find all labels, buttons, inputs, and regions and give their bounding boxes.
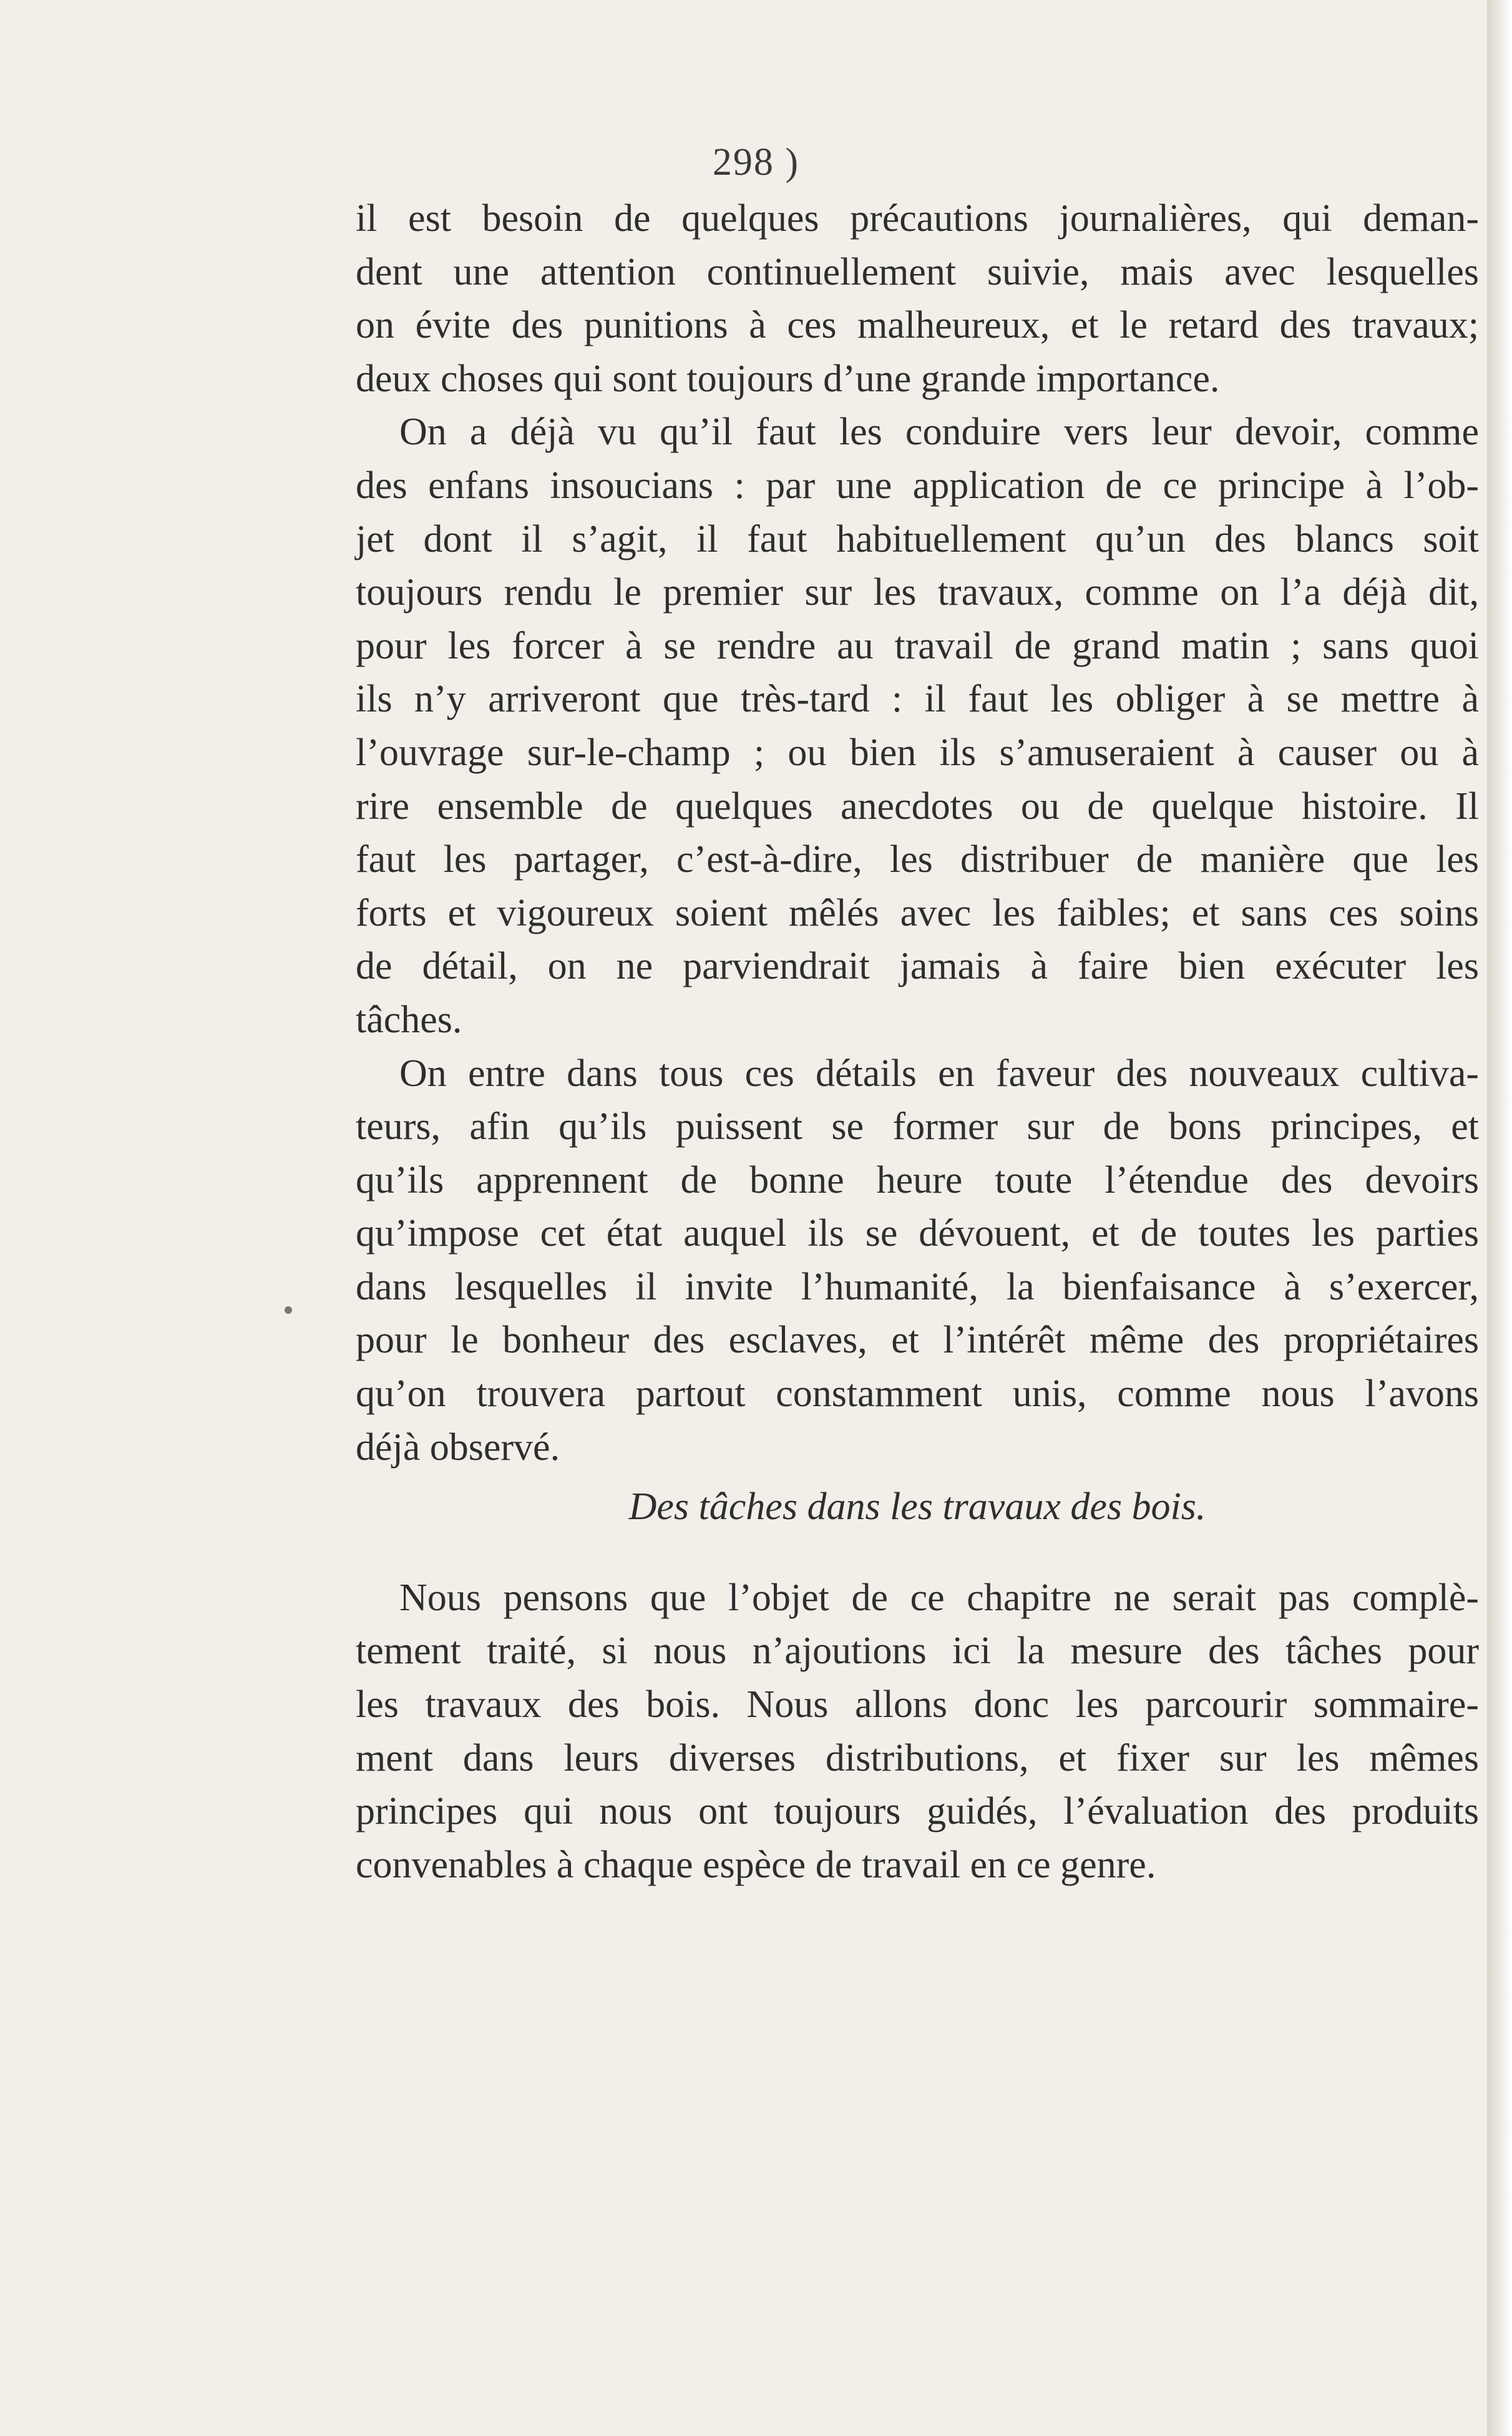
paragraph-1 [356, 192, 1479, 406]
text-line: teurs, afin qu’ils puissent se former sur de bons principes, et [356, 1105, 1479, 1148]
text-line: On entre dans tous ces détails en faveur des nouveaux cultiva- [399, 1052, 1479, 1095]
text-line: pour le bonheur des esclaves, et l’intérêt même des propriétaires [356, 1319, 1479, 1362]
text-line: qu’impose cet état auquel ils se dévouent, et de toutes les parties [356, 1212, 1479, 1255]
body-text [356, 192, 1479, 1892]
text-line: déjà observé. [356, 1426, 560, 1469]
text-line: tement traité, si nous n’ajoutions ici la mesure des tâches pour [356, 1630, 1479, 1673]
text-line: on évite des punitions à ces malheureux, et le retard des travaux; [356, 304, 1479, 347]
text-line: On a déjà vu qu’il faut les conduire vers leur devoir, comme [399, 411, 1479, 454]
text-line: jet dont il s’agit, il faut habituellement qu’un des blancs soit [356, 517, 1479, 560]
ink-spot [285, 1306, 292, 1314]
spacer [356, 1534, 1479, 1572]
text-line: faut les partager, c’est-à-dire, les distribuer de manière que les [356, 838, 1479, 881]
text-line: convenables à chaque espèce de travail en ce genre. [356, 1843, 1156, 1886]
text-line: l’ouvrage sur-le-champ ; ou bien ils s’amuseraient à causer ou à [356, 731, 1479, 774]
page-number: 298 ) [712, 141, 800, 183]
text-line: les travaux des bois. Nous allons donc les parcourir sommaire- [356, 1683, 1479, 1726]
page-edge-shadow [1487, 0, 1512, 2436]
text-line: de détail, on ne parviendrait jamais à faire bien exécuter les [356, 945, 1479, 988]
text-line: forts et vigoureux soient mêlés avec les faibles; et sans ces soins [356, 891, 1479, 934]
text-line: dans lesquelles il invite l’humanité, la bienfaisance à s’exercer, [356, 1265, 1479, 1308]
text-line: pour les forcer à se rendre au travail de grand matin ; sans quoi [356, 624, 1479, 667]
paragraph-3 [356, 1047, 1479, 1475]
text-line: qu’on trouvera partout constamment unis, comme nous l’avons [356, 1372, 1479, 1416]
text-line: qu’ils apprennent de bonne heure toute l’étendue des devoirs [356, 1158, 1479, 1201]
text-line: dent une attention continuellement suivie, mais avec lesquelles [356, 250, 1479, 293]
text-line: ment dans leurs diverses distributions, et fixer sur les mêmes [356, 1736, 1479, 1779]
text-line: rire ensemble de quelques anecdotes ou de quelque histoire. Il [356, 785, 1479, 828]
text-line: toujours rendu le premier sur les travaux, comme on l’a déjà dit, [356, 571, 1479, 614]
paragraph-4 [356, 1572, 1479, 1892]
text-line: des enfans insoucians : par une application de ce principe à l’ob- [356, 464, 1479, 507]
text-line: principes qui nous ont toujours guidés, l’évaluation des produits [356, 1790, 1479, 1833]
text-line: Nous pensons que l’objet de ce chapitre ne serait pas complè- [399, 1576, 1479, 1619]
section-heading: Des tâches dans les travaux des bois. [628, 1485, 1206, 1529]
text-line: deux choses qui sont toujours d’une grande importance. [356, 357, 1220, 400]
text-line: tâches. [356, 998, 462, 1041]
text-line: ils n’y arriveront que très-tard : il faut les obliger à se mettre à [356, 678, 1479, 721]
text-line: il est besoin de quelques précautions journalières, qui deman- [356, 197, 1479, 240]
paragraph-2 [356, 406, 1479, 1047]
